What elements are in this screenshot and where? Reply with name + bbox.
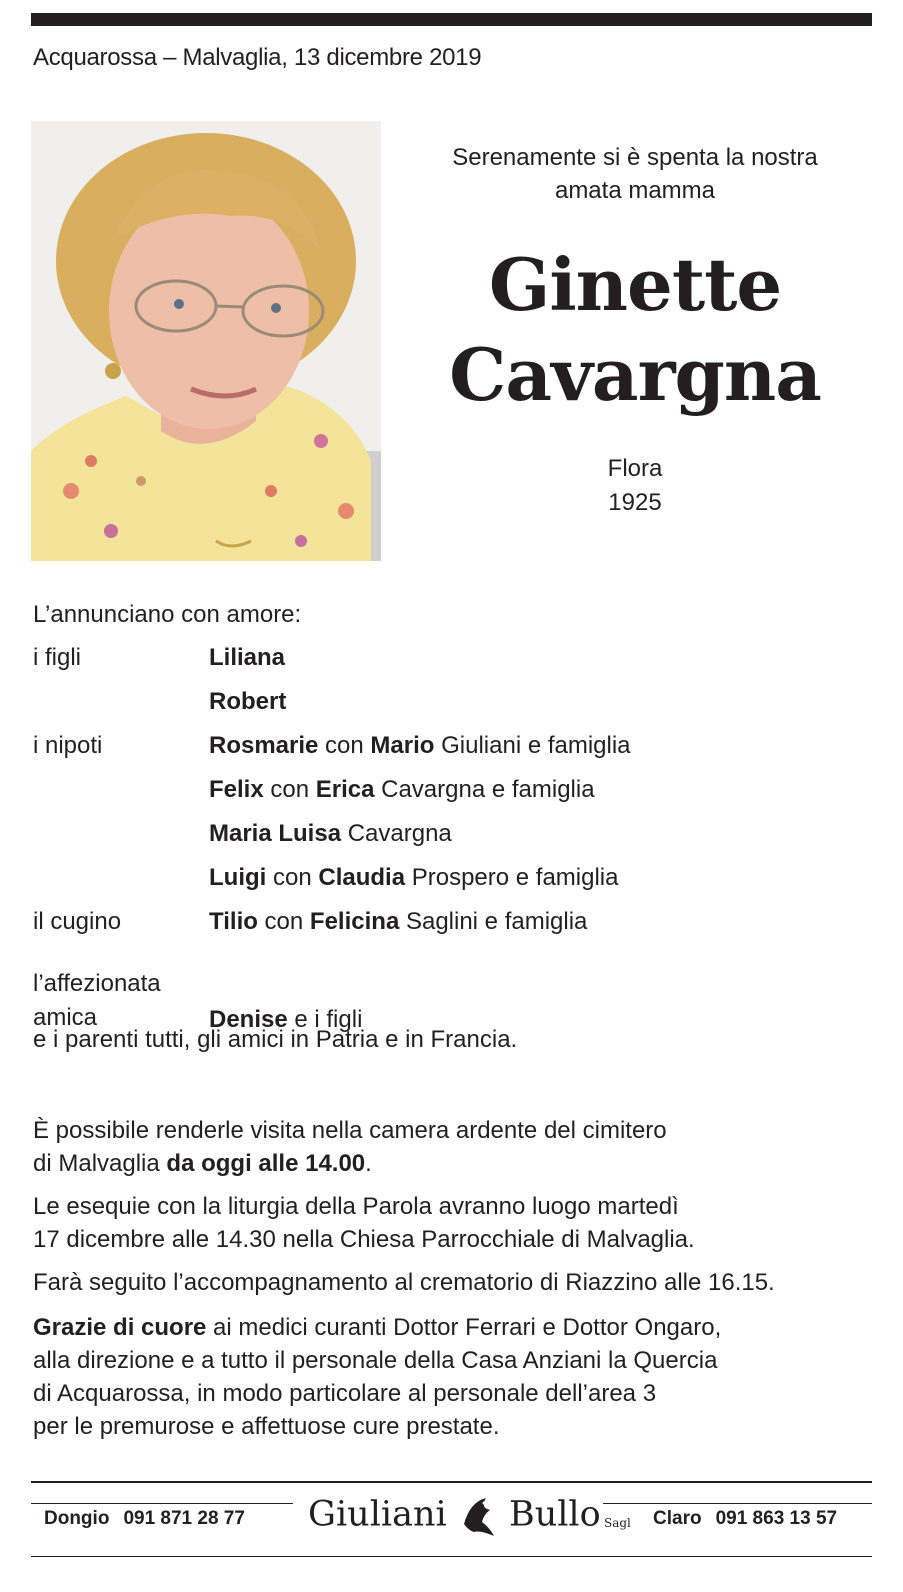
relative-label: l’affezionata amica — [33, 970, 161, 1031]
relative-name: Felicina — [309, 908, 400, 935]
cremation-paragraph: Farà seguito l’accompagnamento al crematorio di Riazzino alle 16.15. — [33, 1269, 775, 1296]
relative-name: Luigi — [209, 864, 267, 891]
relative-name: Robert — [209, 688, 287, 715]
brand-name-a: Giuliani — [308, 1494, 447, 1535]
relative-label — [33, 775, 209, 819]
intro-text — [400, 141, 870, 207]
relative-text: Cavargna — [341, 820, 452, 847]
top-rule — [31, 13, 872, 26]
dove-icon — [460, 1494, 496, 1538]
footer-right-phone: 091 863 13 57 — [715, 1508, 838, 1529]
visit-time: da oggi alle 14.00 — [166, 1150, 366, 1177]
announce-label: L’annunciano con amore: — [33, 601, 302, 628]
thanks-bold: Grazie di cuore — [33, 1314, 207, 1341]
relative-name: Erica — [315, 776, 375, 803]
funeral-line-2: 17 dicembre alle 14.30 nella Chiesa Parrocchiale di Malvaglia. — [33, 1226, 695, 1253]
last-name: Cavargna — [449, 332, 821, 417]
relative-row — [33, 863, 873, 907]
relative-label: il cugino — [33, 908, 122, 935]
relative-names — [209, 775, 873, 819]
nickname: Flora — [607, 455, 663, 482]
relatives-table — [33, 643, 873, 1041]
relative-name: Rosmarie — [209, 732, 319, 759]
relative-text: con — [318, 732, 371, 759]
funeral-home-logo — [308, 1494, 601, 1538]
relative-text: Saglini e famiglia — [399, 908, 588, 935]
relative-name: Claudia — [318, 864, 406, 891]
footer-right-city: Claro — [653, 1508, 702, 1529]
parenti-line: e i parenti tutti, gli amici in Patria e in Francia. — [33, 1026, 518, 1053]
visit-line-2 — [33, 1147, 873, 1180]
relative-label — [33, 863, 209, 907]
relative-name: Mario — [370, 732, 435, 759]
deceased-name — [400, 240, 870, 420]
intro-line-1: Serenamente si è spenta la nostra — [452, 144, 818, 171]
intro-line-2: amata mamma — [554, 177, 716, 204]
relative-text: Giuliani e famiglia — [434, 732, 631, 759]
relative-row — [33, 819, 873, 863]
visit-line-1: È possibile renderle visita nella camera ardente del cimitero — [33, 1117, 667, 1144]
funeral-line-1: Le esequie con la liturgia della Parola avranno luogo martedì — [33, 1193, 679, 1220]
relative-text: con — [266, 864, 319, 891]
relative-name: Felix — [209, 776, 264, 803]
relative-row — [33, 907, 873, 951]
relative-name: Denise — [209, 1006, 288, 1033]
visit-period: . — [365, 1150, 372, 1177]
birth-year: 1925 — [608, 489, 662, 516]
relative-label: i figli — [33, 644, 82, 671]
relative-label — [33, 819, 209, 863]
footer-left-rule — [31, 1503, 293, 1504]
relative-name: Liliana — [209, 644, 286, 671]
footer-left-city: Dongio — [44, 1508, 110, 1529]
relative-text: con — [263, 776, 316, 803]
thanks-text-1: ai medici curanti Dottor Ferrari e Dottor Ongaro, — [206, 1314, 722, 1341]
relative-text: Cavargna e famiglia — [374, 776, 595, 803]
thanks-line-1 — [33, 1311, 873, 1344]
brand-suffix: Sagl — [604, 1516, 631, 1530]
footer-right-rule — [603, 1503, 872, 1504]
visit-text: di Malvaglia — [33, 1150, 167, 1177]
relative-row — [33, 775, 873, 819]
relative-row — [33, 731, 873, 775]
relative-name: Maria Luisa — [209, 820, 342, 847]
thanks-paragraph — [33, 1311, 873, 1443]
nickname-block — [400, 452, 870, 520]
thanks-line-3: di Acquarossa, in modo particolare al personale dell’area 3 — [33, 1380, 657, 1407]
thanks-line-4: per le premurose e affettuose cure prestate. — [33, 1413, 500, 1440]
relative-names — [209, 819, 873, 863]
funeral-paragraph — [33, 1190, 873, 1256]
footer-bottom-rule — [31, 1556, 872, 1557]
footer-top-rule — [31, 1481, 872, 1483]
relative-names — [209, 863, 873, 907]
relative-row — [33, 643, 873, 687]
place-date: Acquarossa – Malvaglia, 13 dicembre 2019 — [33, 44, 482, 71]
relative-names — [209, 643, 873, 687]
footer-left-phone: 091 871 28 77 — [123, 1508, 245, 1529]
visit-paragraph — [33, 1114, 873, 1180]
relative-names — [209, 731, 873, 775]
relative-label: i nipoti — [33, 732, 103, 759]
relative-text: con — [257, 908, 310, 935]
relative-names — [209, 907, 873, 951]
relative-text: Prospero e famiglia — [405, 864, 619, 891]
relative-row — [33, 687, 873, 731]
relative-text: e i figli — [287, 1006, 363, 1033]
brand-name-b: Bullo — [508, 1494, 601, 1535]
portrait-photo — [31, 121, 381, 561]
footer-left-contact — [44, 1508, 245, 1530]
footer-right-contact — [653, 1508, 837, 1530]
first-name: Ginette — [488, 242, 782, 327]
relative-label — [33, 687, 209, 731]
relative-names — [209, 687, 873, 731]
thanks-line-2: alla direzione e a tutto il personale della Casa Anziani la Quercia — [33, 1347, 718, 1374]
relative-name: Tilio — [209, 908, 258, 935]
